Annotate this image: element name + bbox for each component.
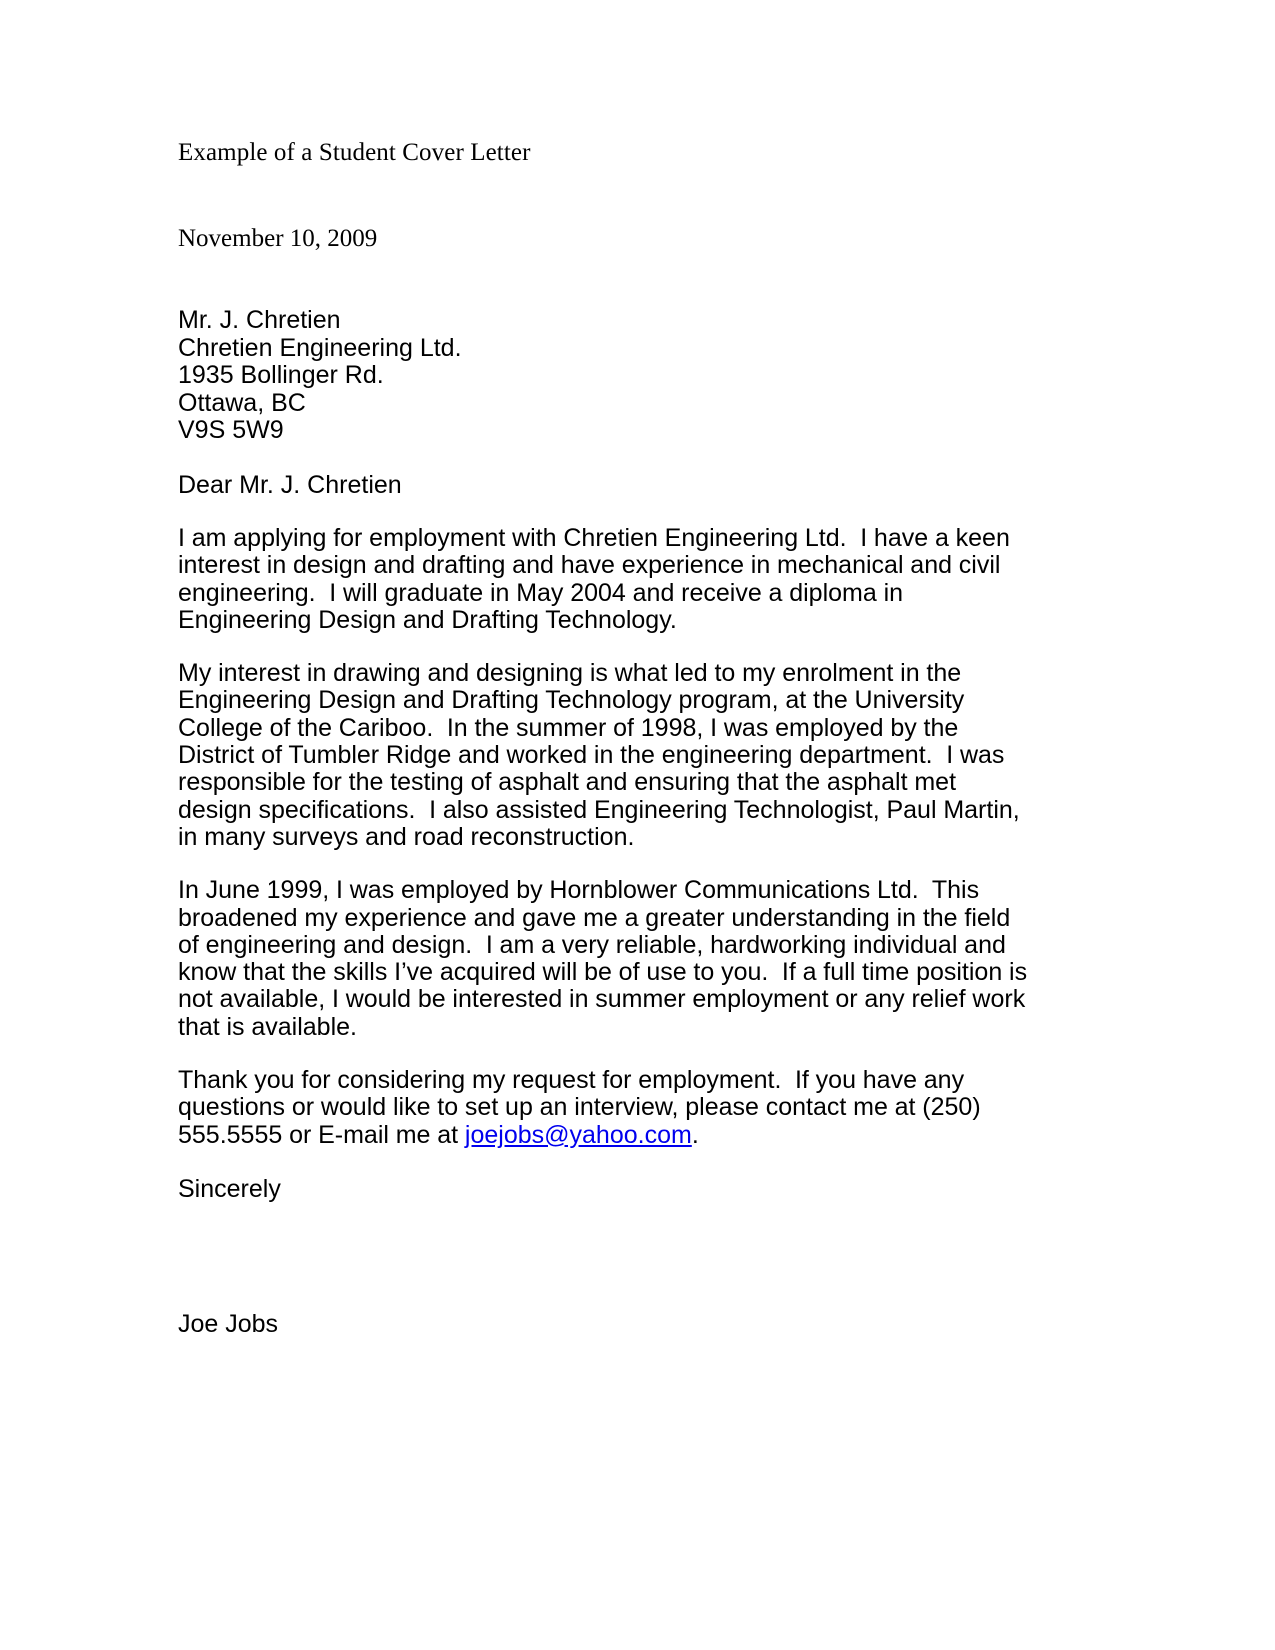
body-paragraph-4	[178, 1041, 1030, 1149]
body-paragraph-3: In June 1999, I was employed by Hornblower Communications Ltd. This broadened my experience and gave me a greater understanding in the field of engineering and design. I am a very reliable, hardworking individual and know that the skills I’ve acquired will be of use to you. If a full time position is not available, I would be interested in summer employment or any relief work that is available.	[178, 876, 1034, 1041]
closing-paragraph-text-before-email: Thank you for considering my request for employment. If you have any questions or would like to set up an interview, please contact me at (250) 555.5555 or E-mail me at	[178, 1066, 988, 1149]
recipient-postal-code: V9S 5W9	[178, 416, 284, 444]
recipient-city-province: Ottawa, BC	[178, 388, 306, 417]
page-title: Example of a Student Cover Letter	[178, 139, 531, 166]
recipient-street: 1935 Bollinger Rd.	[178, 361, 384, 389]
email-link[interactable]: joejobs@yahoo.com	[464, 1120, 692, 1149]
recipient-name: Mr. J. Chretien	[178, 306, 341, 334]
body-paragraph-2: My interest in drawing and designing is what led to my enrolment in the Engineering Design and Drafting Technology program, at the University College of the Cariboo. In the summer of 1998, I was employed by the District of Tumbler Ridge and worked in the engineering department. I was responsible for the testing of asphalt and ensuring that the asphalt met design specifications. I also assisted Engineering Technologist, Paul Martin, in many surveys and road reconstruction.	[178, 659, 1027, 851]
letter-body	[178, 138, 1034, 1339]
closing-salutation: Sincerely	[178, 1174, 281, 1203]
salutation: Dear Mr. J. Chretien	[178, 470, 402, 499]
recipient-company: Chretien Engineering Ltd.	[178, 333, 462, 362]
letter-date: November 10, 2009	[178, 225, 378, 252]
signature-name: Joe Jobs	[178, 1310, 279, 1339]
recipient-address-block	[178, 254, 1030, 445]
closing-paragraph-text-after-email: .	[691, 1120, 699, 1149]
body-paragraph-1: I am applying for employment with Chretien Engineering Ltd. I have a keen interest in design and drafting and have experience in mechanical and civil engineering. I will graduate in May 2004 and receive a diploma in Engineering Design and Drafting Technology.	[178, 524, 1017, 634]
